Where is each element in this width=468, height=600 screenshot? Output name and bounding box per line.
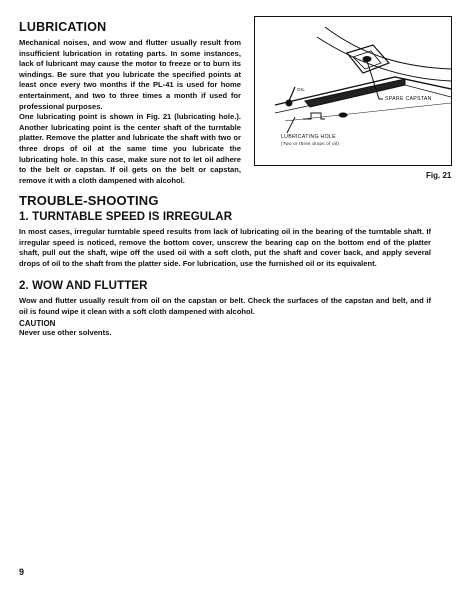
caution-text: Never use other solvents.: [19, 327, 112, 337]
issue-1-text: In most cases, irregular turntable speed results from lack of lubricating oil in the bearing of the turntable shaft. If irregular speed is noticed, remove the bottom cover, unscrew the bearing cap on the bottom end of the platter shaft, pull out the shaft, wipe off the used oil with a soft cloth, put the shaft and cover back, and apply several drops of oil to the shaft from the platter side. For lubrication, use the furnished oil or its equivalent.: [19, 227, 431, 268]
oil-drops-note: (Two or three drops of oil): [281, 141, 340, 146]
lubrication-heading: LUBRICATION: [19, 20, 107, 34]
figure-21-caption: Fig. 21: [426, 171, 452, 180]
oil-label: OIL: [297, 87, 306, 92]
caution-heading: CAUTION: [19, 318, 56, 328]
lubrication-paragraph-1: Mechanical noises, and wow and flutter usually result from insufficient lubrication in rotating parts. In some instances, lack of lubricant may cause the motor to freeze or to burn its windings. Be sure that you lubricate the specified points at least once every two months if the PL-41 is used for home entertainment, and two to three times a month if used for professional purposes.: [19, 38, 241, 111]
page-number: 9: [19, 567, 25, 577]
troubleshooting-heading: TROUBLE-SHOOTING: [19, 193, 159, 208]
spare-capstan-label: SPARE CAPSTAN: [385, 96, 432, 102]
lubrication-section: [19, 20, 241, 186]
issue-1-title: 1. TURNTABLE SPEED IS IRREGULAR: [19, 211, 233, 223]
troubleshooting-section: [19, 193, 451, 338]
figure-21-box: [254, 16, 452, 166]
lubricating-hole-label: LUBRICATING HOLE: [281, 134, 336, 140]
lubrication-paragraph-2: One lubricating point is shown in Fig. 21 (lubricating hole.). Another lubricating point is the center shaft of the turntable platter. Remove the platter and lubricate the shaft with two or three drops of oil at the same time you lubricate the lubricating hole. In this case, make sure not to let oil adhere to the belt or capstan. If oil gets on the belt or capstan, remove it with a cloth dampened with alcohol.: [19, 112, 241, 185]
issue-2-title: 2. WOW AND FLUTTER: [19, 280, 148, 293]
issue-2-text: Wow and flutter usually result from oil on the capstan or belt. Check the surfaces of the capstan and belt, and if oil is found wipe it clean with a soft cloth dampened with alcohol.: [19, 296, 431, 316]
